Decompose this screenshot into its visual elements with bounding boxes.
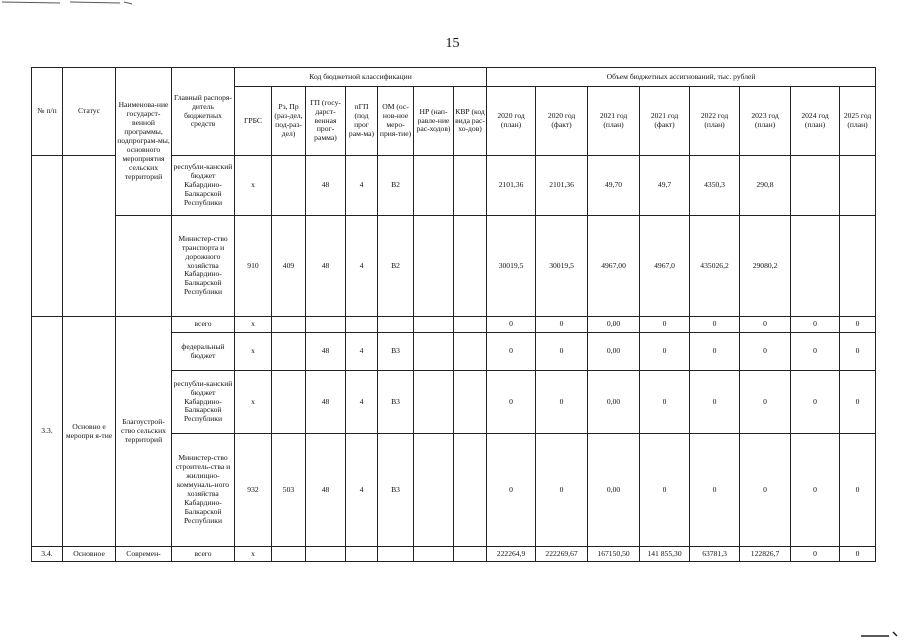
cell-status: Основно е меропри я-тие [63, 317, 116, 547]
header-row-1 [32, 68, 876, 87]
header-kvr: КВР (код вида рас-хо-дов) [454, 87, 487, 156]
cell-status [63, 156, 116, 317]
cell-value: 2101,36 [536, 156, 588, 216]
cell-pgp: 4 [346, 333, 378, 371]
cell-value: 0 [791, 333, 840, 371]
cell-value: 0 [640, 333, 690, 371]
cell-value: 0 [740, 371, 791, 434]
cell-value: 0 [840, 317, 876, 333]
header-program-name-text: Наименова-ние государст-венной программы, подпрограм-мы, основного мероприятия [117, 100, 170, 163]
header-year: 2022 год (план) [690, 87, 740, 156]
header-program-name [116, 68, 172, 216]
header-year: 2024 год (план) [791, 87, 840, 156]
cell-value: 0 [640, 434, 690, 547]
cell-value: 0 [840, 434, 876, 547]
cell-value: 0 [690, 371, 740, 434]
cell-grbs: 932 [235, 434, 272, 547]
cell-gp: 48 [306, 216, 346, 317]
cell-np [414, 216, 454, 317]
cell-value: 0 [840, 547, 876, 562]
cell-kvr [454, 434, 487, 547]
cell-om [378, 317, 414, 333]
cell-pgp: 4 [346, 156, 378, 216]
scan-edge-mark [859, 630, 899, 638]
cell-gp: 48 [306, 333, 346, 371]
cell-value: 49,70 [588, 156, 640, 216]
header-main-manager: Главный распоря-дитель бюджетных средств [172, 68, 235, 156]
cell-value: 0 [640, 317, 690, 333]
cell-value: 0 [840, 371, 876, 434]
cell-value: 0,00 [588, 317, 640, 333]
header-om: ОМ (ос-нов-ное меро-прия-тие) [378, 87, 414, 156]
cell-value: 0 [487, 434, 536, 547]
cell-manager: республи-канский бюджет Кабардино-Балкарской Республики [172, 371, 235, 434]
header-year: 2021 год (план) [588, 87, 640, 156]
cell-pgp [346, 547, 378, 562]
cell-kvr [454, 547, 487, 562]
cell-value: 290,8 [740, 156, 791, 216]
cell-rzpr [272, 317, 306, 333]
cell-rzpr [272, 371, 306, 434]
cell-value: 63781,3 [690, 547, 740, 562]
cell-status: Основное [63, 547, 116, 562]
cell-value: 0 [690, 434, 740, 547]
cell-pgp: 4 [346, 434, 378, 547]
cell-gp: 48 [306, 156, 346, 216]
cell-value: 0 [536, 317, 588, 333]
cell-manager: федеральный бюджет [172, 333, 235, 371]
cell-value: 4967,00 [588, 216, 640, 317]
cell-value: 49,7 [640, 156, 690, 216]
header-grbs: ГРБС [235, 87, 272, 156]
cell-value [840, 216, 876, 317]
cell-om [378, 547, 414, 562]
cell-om: В3 [378, 434, 414, 547]
cell-value: 0,00 [588, 434, 640, 547]
cell-om: В2 [378, 216, 414, 317]
header-gp: ГП (госу-дарст-венная прог-рамма) [306, 87, 346, 156]
cell-value: 0 [791, 371, 840, 434]
cell-value: 0 [690, 317, 740, 333]
table-row [32, 547, 876, 562]
header-rzpr: Рз, Пр (раз-дел, под-раз-дел) [272, 87, 306, 156]
cell-rzpr: 409 [272, 216, 306, 317]
cell-value: 0 [690, 333, 740, 371]
cell-grbs: х [235, 371, 272, 434]
cell-kvr [454, 156, 487, 216]
cell-pgp: 4 [346, 216, 378, 317]
cell-name: Современ- [116, 547, 172, 562]
cell-value [791, 156, 840, 216]
cell-value [791, 216, 840, 317]
header-np: НР (нап-равле-ние рас-ходов) [414, 87, 454, 156]
header-volume-group: Объем бюджетных ассигнований, тыс. рублей [487, 68, 876, 87]
cell-value: 0 [840, 333, 876, 371]
table-row [32, 317, 876, 333]
cell-value: 0 [640, 371, 690, 434]
cell-num: 3.4. [32, 547, 63, 562]
cell-value: 0 [791, 317, 840, 333]
cell-value: 4350,3 [690, 156, 740, 216]
continued-text: сельских территорий [124, 162, 163, 181]
scanned-corner-mark [0, 0, 140, 6]
cell-rzpr [272, 333, 306, 371]
cell-value: 0 [740, 333, 791, 371]
header-year: 2020 год (факт) [536, 87, 588, 156]
header-year: 2025 год (план) [840, 87, 876, 156]
cell-manager: республи-канский бюджет Кабардино-Балкарской Республики [172, 156, 235, 216]
cell-value: 2101,36 [487, 156, 536, 216]
cell-name: Благоустрой-ство сельских территорий [116, 317, 172, 547]
header-status: Статус [63, 68, 116, 156]
cell-grbs: х [235, 156, 272, 216]
cell-value: 29080,2 [740, 216, 791, 317]
cell-om: В3 [378, 333, 414, 371]
budget-table [31, 67, 876, 562]
cell-grbs: х [235, 333, 272, 371]
cell-kvr [454, 317, 487, 333]
cell-manager: всего [172, 547, 235, 562]
cell-gp [306, 547, 346, 562]
cell-grbs: 910 [235, 216, 272, 317]
page-number: 15 [445, 36, 460, 51]
cell-value: 122826,7 [740, 547, 791, 562]
cell-manager: Министер-ство транспорта и дорожного хозяйства Кабардино-Балкарской Республики [172, 216, 235, 317]
cell-gp: 48 [306, 434, 346, 547]
cell-np [414, 333, 454, 371]
header-num: № п/п [32, 68, 63, 156]
cell-num [32, 156, 63, 317]
cell-np [414, 547, 454, 562]
cell-value: 0 [536, 371, 588, 434]
cell-gp: 48 [306, 371, 346, 434]
cell-value: 4967,0 [640, 216, 690, 317]
cell-value: 435026,2 [690, 216, 740, 317]
cell-om: В3 [378, 371, 414, 434]
cell-kvr [454, 216, 487, 317]
cell-value [840, 156, 876, 216]
cell-grbs: х [235, 547, 272, 562]
cell-num: 3.3. [32, 317, 63, 547]
cell-np [414, 371, 454, 434]
cell-name [116, 216, 172, 317]
cell-value: 222264,9 [487, 547, 536, 562]
cell-value: 0,00 [588, 371, 640, 434]
cell-value: 0 [487, 333, 536, 371]
cell-pgp: 4 [346, 371, 378, 434]
cell-np [414, 434, 454, 547]
header-kbk-group: Код бюджетной классификации [235, 68, 487, 87]
cell-manager: всего [172, 317, 235, 333]
cell-rzpr [272, 156, 306, 216]
cell-value: 0 [791, 434, 840, 547]
cell-pgp [346, 317, 378, 333]
cell-kvr [454, 371, 487, 434]
cell-value: 0 [791, 547, 840, 562]
cell-rzpr: 503 [272, 434, 306, 547]
cell-gp [306, 317, 346, 333]
cell-rzpr [272, 547, 306, 562]
cell-value: 141 855,30 [640, 547, 690, 562]
cell-value: 0 [536, 333, 588, 371]
cell-np [414, 317, 454, 333]
cell-value: 0,00 [588, 333, 640, 371]
cell-value: 0 [536, 434, 588, 547]
cell-value: 0 [740, 317, 791, 333]
header-year: 2020 год (план) [487, 87, 536, 156]
cell-value: 222269,67 [536, 547, 588, 562]
cell-om: В2 [378, 156, 414, 216]
header-year: 2023 год (план) [740, 87, 791, 156]
table-row [32, 216, 876, 317]
cell-value: 0 [740, 434, 791, 547]
cell-np [414, 156, 454, 216]
cell-value: 30019,5 [487, 216, 536, 317]
header-year: 2021 год (факт) [640, 87, 690, 156]
header-pgp: пГП (под прог рам-ма) [346, 87, 378, 156]
cell-grbs: х [235, 317, 272, 333]
cell-manager: Министер-ство строитель-ства и жилищно-коммуналь-ного хозяйства Кабардино-Балкарской Республики [172, 434, 235, 547]
cell-kvr [454, 333, 487, 371]
cell-value: 167150,50 [588, 547, 640, 562]
cell-value: 0 [487, 317, 536, 333]
cell-value: 0 [487, 371, 536, 434]
cell-value: 30019,5 [536, 216, 588, 317]
